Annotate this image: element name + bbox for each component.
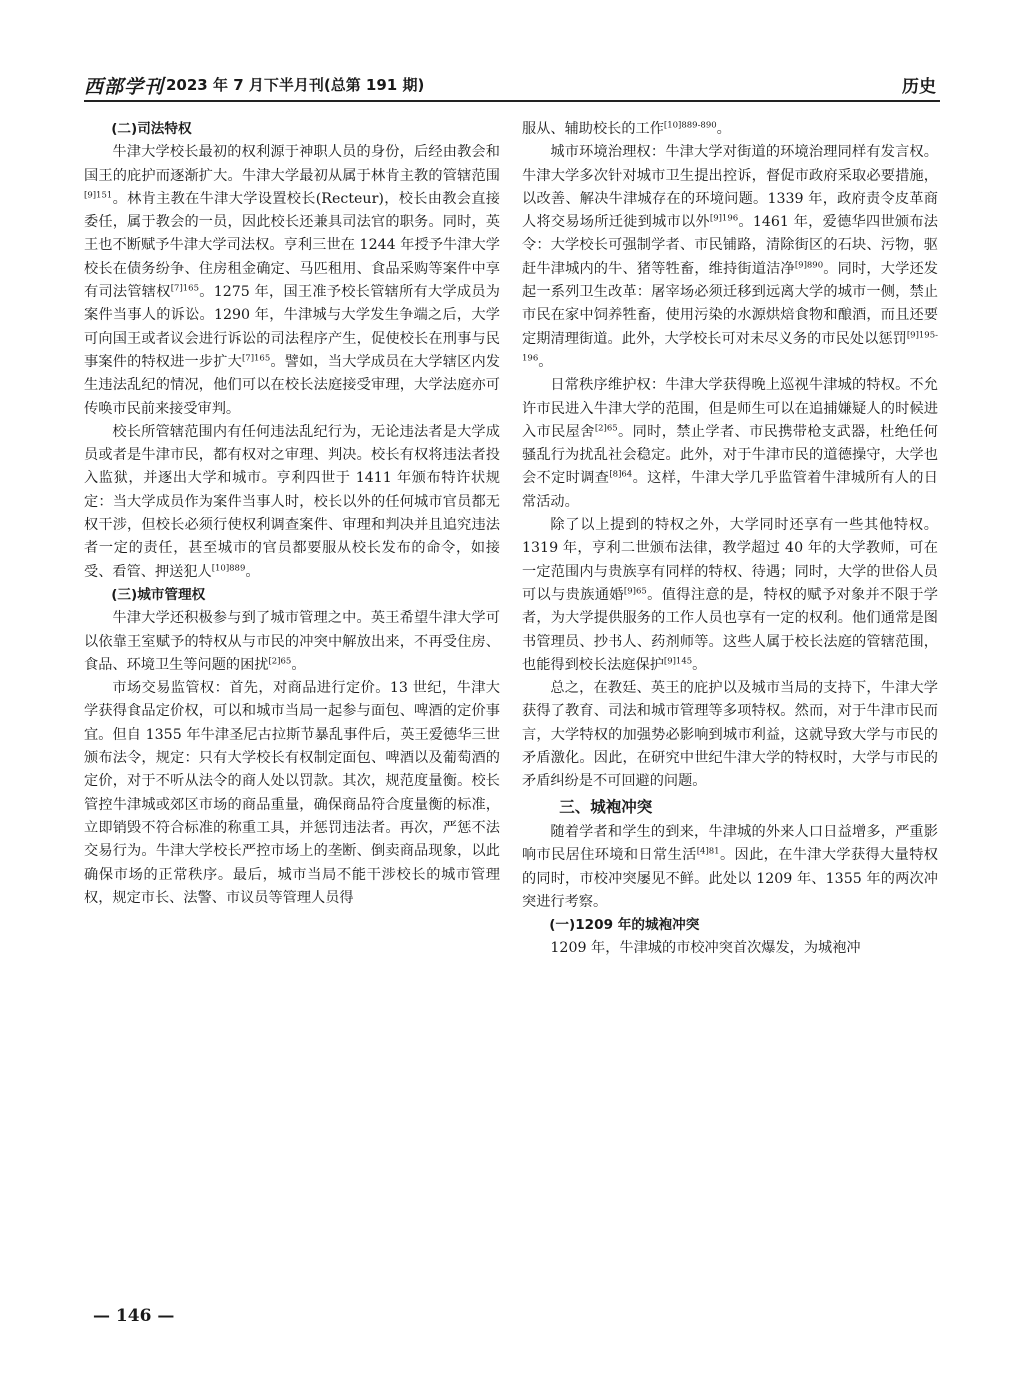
citation: [9]151 bbox=[84, 190, 113, 201]
text-run: (二)司法特权 bbox=[111, 121, 192, 137]
text-run: 。这样，牛津大学几乎监管着牛津城所有人的日常活动。 bbox=[522, 470, 938, 510]
issue-info: 2023 年 7 月下半月刊(总第 191 期) bbox=[166, 76, 425, 94]
text-run: 总之，在教廷、英王的庇护以及城市当局的支持下，牛津大学获得了教育、司法和城市管理等多项特权。然而，对于牛津市民而言，大学特权的加强势必影响到城市利益，这就导致大学与市民的矛盾激化。因此，在研究中世纪牛津大学的特权时，大学与市民的矛盾纠纷是不可回避的问题。 bbox=[522, 680, 938, 790]
text-run: 。同时，禁止学者、市民携带枪支武器，杜绝任何骚乱行为扰乱社会稳定。此外，对于牛津市民的道德操守，大学也会不定时调查 bbox=[522, 423, 938, 487]
paragraph bbox=[522, 514, 938, 677]
paragraph bbox=[84, 677, 500, 910]
text-run: 。同时，大学还发起一系列卫生改革：屠宰场必须迁移到远离大学的城市一侧，禁止市民在家中饲养牲畜，使用污染的水源烘焙食物和酿酒，而且还要定期清理街道。此外，大学校长可对未尽义务的市民处以惩罚 bbox=[522, 260, 938, 347]
subsection-heading bbox=[522, 914, 938, 937]
paragraph bbox=[522, 677, 938, 793]
text-run: 。林肯主教在牛津大学设置校长(Recteur)，校长由教会直接委任，属于教会的一员，因此校长还兼具司法官的职务。同时，英王也不断赋予牛津大学司法权。亨利三世在 1244 年授予牛津大学校长在债务纷争、住房租金确定、马匹租用、食品采购等案件中享有司法管辖权 bbox=[84, 190, 500, 301]
citation: [9]195-196 bbox=[522, 329, 938, 364]
text-run: 。 bbox=[291, 656, 306, 673]
paragraph bbox=[84, 607, 500, 677]
text-run: 除了以上提到的特权之外，大学同时还享有一些其他特权。1319 年，亨利二世颁布法律，教学超过 40 年的大学教师，可在一定范围内与贵族享有同样的特权、待遇；同时，大学的世俗人员可以与贵族通婚 bbox=[522, 517, 938, 603]
text-run: 。譬如，当大学成员在大学辖区内发生违法乱纪的情况，他们可以在校长法庭接受审理，大学法庭亦可传唤市民前来接受审判。 bbox=[84, 353, 500, 417]
subsection-heading bbox=[84, 584, 500, 607]
paragraph bbox=[522, 821, 938, 914]
paragraph bbox=[84, 421, 500, 584]
text-run: 。 bbox=[692, 656, 707, 673]
text-run: 服从、辅助校长的工作 bbox=[522, 121, 664, 137]
right-column bbox=[522, 118, 938, 961]
citation: [9]65 bbox=[623, 586, 647, 597]
paragraph bbox=[522, 374, 938, 514]
citation: [10]889 bbox=[211, 562, 246, 573]
citation: [2]65 bbox=[268, 656, 292, 667]
text-run: 三、城袍冲突 bbox=[559, 797, 653, 816]
citation: [7]165 bbox=[170, 283, 199, 294]
text-run: 日常秩序维护权：牛津大学获得晚上巡视牛津城的特权。不允许市民进入牛津大学的范围，但是师生可以在追捕嫌疑人的时候进入市民屋舍 bbox=[522, 377, 938, 440]
section-heading bbox=[522, 796, 938, 819]
header-rule bbox=[84, 100, 940, 102]
citation: [4]81 bbox=[696, 846, 720, 857]
paragraph bbox=[84, 141, 500, 421]
citation: [2]65 bbox=[594, 423, 618, 434]
text-run: 城市环境治理权：牛津大学对街道的环境治理同样有发言权。牛津大学多次针对城市卫生提出控诉，督促市政府采取必要措施，以改善、解决牛津城存在的环境问题。1339 年，政府责令皮革商人将交易场所迁徙到城市以外 bbox=[522, 144, 938, 231]
text-run: 。 bbox=[538, 353, 553, 370]
citation: [8]64 bbox=[609, 469, 633, 480]
journal-logo: 西部学刊 bbox=[84, 76, 165, 98]
text-run: 随着学者和学生的到来，牛津城的外来人口日益增多，严重影响市民居住环境和日常生活 bbox=[522, 823, 938, 864]
text-run: 牛津大学还积极参与到了城市管理之中。英王希望牛津大学可以依靠王室赋予的特权从与市民的冲突中解放出来，不再受住房、食品、环境卫生等问题的困扰 bbox=[84, 610, 500, 673]
paragraph bbox=[522, 937, 938, 960]
text-run: 。 bbox=[716, 121, 731, 137]
text-run: 牛津大学校长最初的权利源于神职人员的身份，后经由教会和国王的庇护而逐渐扩大。牛津大学最初从属于林肯主教的管辖范围 bbox=[84, 144, 500, 184]
page-number: — 146 — bbox=[93, 1306, 175, 1326]
text-run: (一)1209 年的城袍冲突 bbox=[549, 917, 700, 934]
text-run: 。1275 年，国王准予校长管辖所有大学成员为案件当事人的诉讼。1290 年，牛津城与大学发生争端之后，大学可向国王或者议会进行诉讼的司法程序产生，促使校长在刑事与民事案件的特权进一步扩大 bbox=[84, 284, 500, 370]
section-title: 历史 bbox=[902, 77, 936, 97]
left-column bbox=[84, 118, 500, 910]
page-header bbox=[84, 66, 940, 100]
paragraph bbox=[522, 141, 938, 374]
paragraph bbox=[522, 118, 938, 141]
citation: [7]165 bbox=[241, 353, 271, 364]
text-run: 市场交易监管权：首先，对商品进行定价。13 世纪，牛津大学获得食品定价权，可以和城市当局一起参与面包、啤酒的定价事宜。但自 1355 年牛津圣尼古拉斯节暴乱事件后，英王爱德华三世颁布法令，规定：只有大学校长有权制定面包、啤酒以及葡萄酒的定价，对于不听从法令的商人处以罚款。其次，规范度量衡。校长管控牛津城或郊区市场的商品重量，确保商品符合度量衡的标准，立即销毁不符合标准的称重工具，并惩罚违法者。再次，严惩不法交易行为。牛津大学校长严控市场上的垄断、倒卖商品现象，以此确保市场的正常秩序。最后，城市当局不能干涉校长的城市管理权，规定市长、法警、市议员等管理人员得 bbox=[84, 680, 500, 906]
text-run: 。1461 年，爱德华四世颁布法令：大学校长可强制学者、市民铺路，清除街区的石块、污物，驱赶牛津城内的牛、猪等牲畜，维持街道洁净 bbox=[522, 214, 938, 277]
text-run: 。 bbox=[245, 563, 260, 580]
subsection-heading bbox=[84, 118, 500, 141]
text-run: 。值得注意的是，特权的赋予对象并不限于学者，为大学提供服务的工作人员也享有一定的权利。他们通常是图书管理员、抄书人、药剂师等。这些人属于校长法庭的管辖范围，也能得到校长法庭保护 bbox=[522, 586, 938, 673]
text-run: 。因此，在牛津大学获得大量特权的同时，市校冲突屡见不鲜。此处以 1209 年、1355 年的两次冲突进行考察。 bbox=[522, 847, 938, 910]
citation: [10]889-890 bbox=[663, 120, 717, 131]
text-run: (三)城市管理权 bbox=[111, 586, 206, 603]
citation: [9]145 bbox=[663, 656, 693, 667]
citation: [9]890 bbox=[794, 260, 824, 271]
text-run: 1209 年，牛津城的市校冲突首次爆发，为城袍冲 bbox=[550, 940, 861, 957]
citation: [9]196 bbox=[709, 213, 739, 224]
text-run: 校长所管辖范围内有任何违法乱纪行为，无论违法者是大学成员或者是牛津市民，都有权对之审理、判决。校长有权将违法者投入监狱，并逐出大学和城市。亨利四世于 1411 年颁布特许状规定：当大学成员作为案件当事人时，校长以外的任何城市官员都无权干涉，但校长必须行使权利调查案件、审理和判决并且追究违法者一定的责任，甚至城市的官员都要服从校长发布的命令，如接受、看管、押送犯人 bbox=[84, 423, 500, 580]
